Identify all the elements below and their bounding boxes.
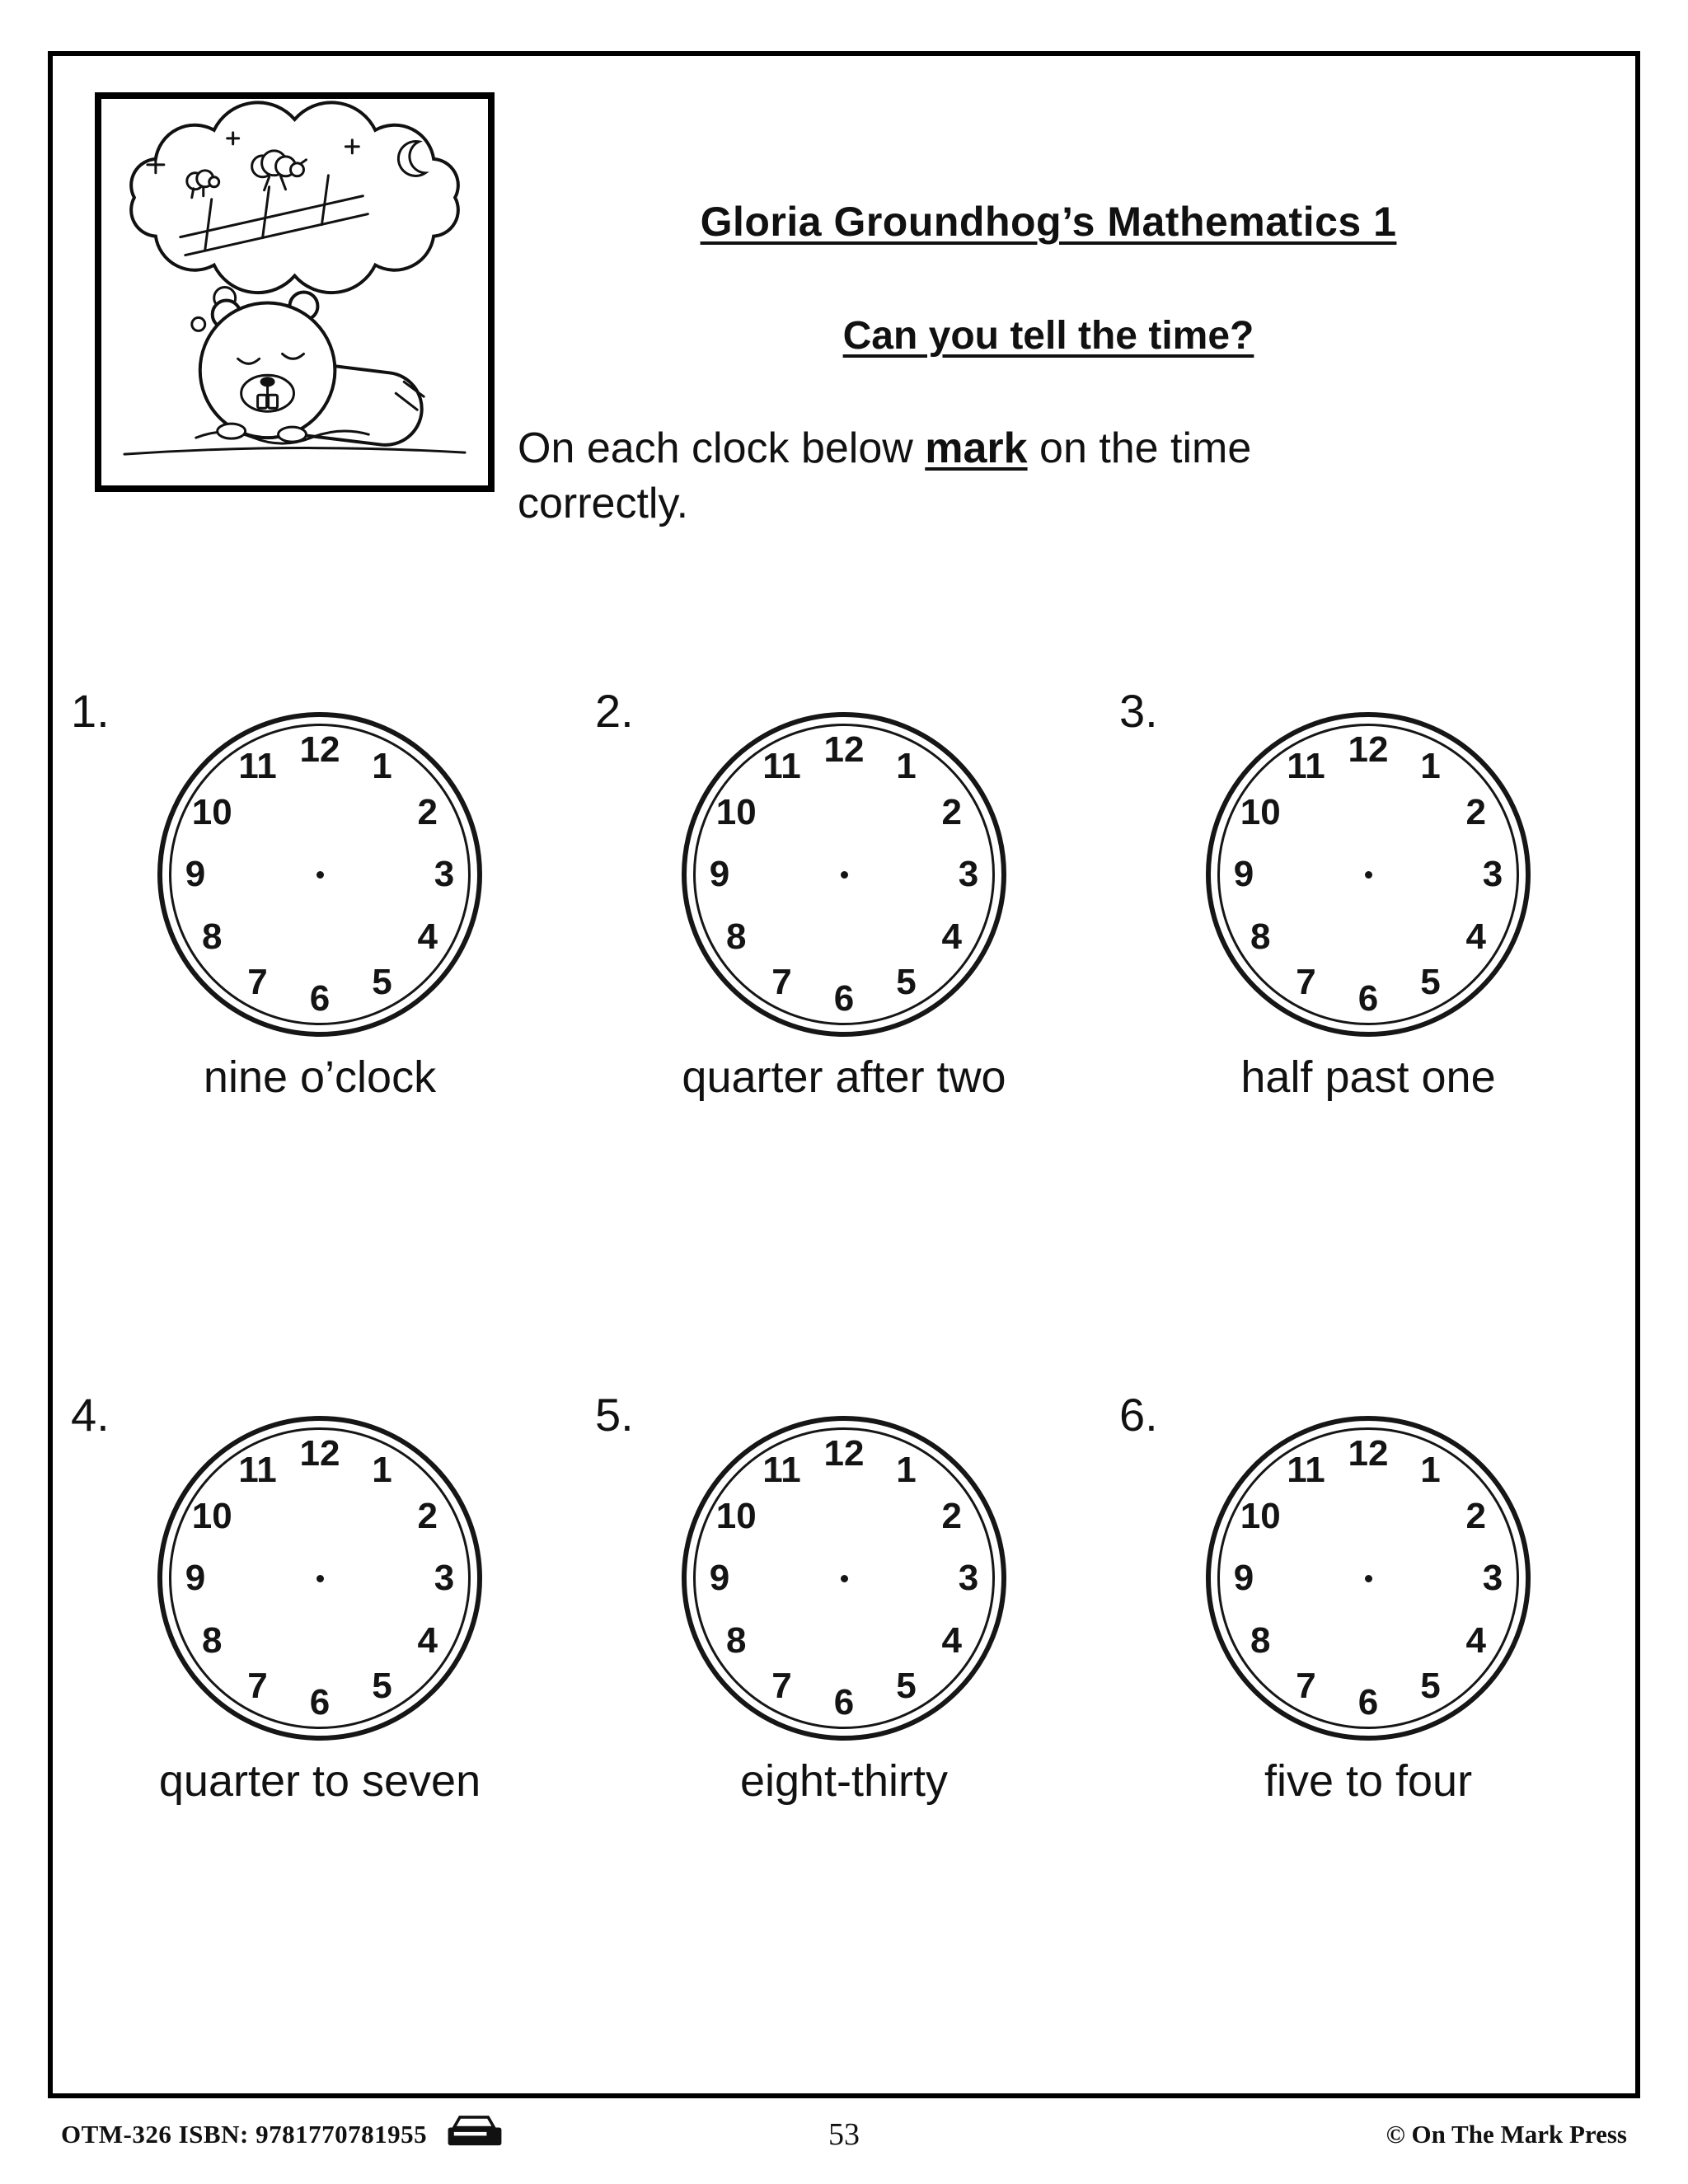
clock-center-dot [1365,871,1372,879]
clock-numeral-7: 7 [1296,1665,1316,1706]
clock-numeral-8: 8 [201,1619,223,1661]
clock-center-dot [316,871,324,879]
clock-cell-3 [1106,685,1630,1103]
clock-cell-6 [1106,1389,1630,1807]
clock-numeral-7: 7 [247,961,268,1002]
clock-numeral-10: 10 [715,1495,757,1536]
clock-numeral-7: 7 [771,961,792,1002]
clock-numeral-11: 11 [238,1450,277,1491]
clock-center-dot [841,1575,848,1582]
clock-face-2[interactable] [682,712,1006,1037]
clock-numeral-9: 9 [1233,1558,1254,1598]
clock-numeral-8: 8 [201,916,223,957]
clock-caption: half past one [1240,1052,1496,1102]
clock-numeral-8: 8 [725,916,747,957]
clock-numeral-9: 9 [1233,854,1254,894]
clock-numeral-12: 12 [823,729,865,770]
clock-numeral-5: 5 [896,961,917,1002]
clock-center-dot [1365,1575,1372,1582]
clock-center-dot [316,1575,324,1582]
clock-face-3[interactable] [1206,712,1531,1037]
instruction-suffix: on the time correctly. [518,424,1252,527]
clock-item-number: 4. [71,1389,110,1441]
clock-numeral-12: 12 [1348,1433,1389,1474]
clock-cell-1 [58,685,582,1103]
clock-numeral-12: 12 [823,1433,865,1474]
clock-caption: five to four [1264,1756,1473,1806]
clock-numeral-11: 11 [762,746,801,787]
clock-numeral-11: 11 [1287,1450,1325,1491]
footer-publisher-code [61,2112,504,2157]
clock-numeral-1: 1 [372,746,392,787]
clock-numeral-5: 5 [1420,961,1441,1002]
clock-numeral-11: 11 [238,746,277,787]
clock-numeral-1: 1 [372,1450,392,1491]
clock-numeral-3: 3 [958,854,979,894]
clock-numeral-4: 4 [1465,1619,1487,1661]
clock-numeral-8: 8 [725,1619,747,1661]
instruction-prefix: On each clock below [518,424,926,472]
clock-numeral-6: 6 [833,1682,855,1722]
clock-numeral-7: 7 [1296,961,1316,1002]
clock-caption: eight-thirty [739,1756,949,1806]
clock-face-6[interactable] [1206,1416,1531,1741]
clock-item-number: 1. [71,685,110,737]
clock-center-dot [841,871,848,879]
clock-item-number: 2. [595,685,634,737]
clock-cell-4 [58,1389,582,1807]
clock-numeral-11: 11 [762,1450,801,1491]
header [95,92,1629,531]
clock-numeral-7: 7 [771,1665,792,1706]
clock-cell-5 [582,1389,1106,1807]
clock-numeral-9: 9 [709,1558,730,1598]
clock-numeral-9: 9 [185,854,206,894]
clock-numeral-5: 5 [896,1665,917,1706]
clock-cell-2 [582,685,1106,1103]
clock-numeral-4: 4 [941,916,963,957]
clock-item-number: 5. [595,1389,634,1441]
clock-numeral-5: 5 [1420,1665,1441,1706]
clock-item-number: 3. [1119,685,1158,737]
clock-numeral-4: 4 [417,1619,438,1661]
clock-numeral-1: 1 [1420,1450,1441,1491]
clock-face-1[interactable] [157,712,482,1037]
groundhog-dream-drawing [101,99,488,485]
clock-numeral-3: 3 [1482,854,1503,894]
clock-numeral-2: 2 [1465,1495,1487,1536]
footer [61,2108,1627,2161]
clock-numeral-8: 8 [1250,1619,1271,1661]
clock-numeral-4: 4 [941,1619,963,1661]
printer-icon [445,2112,504,2157]
clock-numeral-6: 6 [1357,978,1379,1019]
clock-numeral-11: 11 [1287,746,1325,787]
clock-numeral-1: 1 [1420,746,1441,787]
clock-numeral-2: 2 [941,791,963,832]
clock-numeral-3: 3 [1482,1558,1503,1598]
clock-numeral-8: 8 [1250,916,1271,957]
clock-numeral-6: 6 [309,978,331,1019]
clock-numeral-2: 2 [1465,791,1487,832]
clock-row-2 [58,1389,1630,1807]
clock-numeral-1: 1 [896,1450,917,1491]
clock-numeral-10: 10 [191,791,232,832]
clock-numeral-10: 10 [1240,791,1281,832]
groundhog-illustration [95,92,495,492]
instruction-mark-word: mark [925,424,1028,472]
clock-item-number: 6. [1119,1389,1158,1441]
clock-numeral-3: 3 [434,854,455,894]
clock-numeral-7: 7 [247,1665,268,1706]
clock-numeral-9: 9 [709,854,730,894]
clock-numeral-10: 10 [191,1495,232,1536]
clock-numeral-6: 6 [1357,1682,1379,1722]
footer-page-number: 53 [828,2117,860,2152]
clock-numeral-2: 2 [417,791,438,832]
clock-numeral-3: 3 [958,1558,979,1598]
clock-numeral-2: 2 [417,1495,438,1536]
header-text-block [495,92,1629,531]
clock-numeral-3: 3 [434,1558,455,1598]
clock-numeral-6: 6 [309,1682,331,1722]
clock-numeral-12: 12 [299,1433,340,1474]
clock-numeral-6: 6 [833,978,855,1019]
clock-row-1 [58,685,1630,1103]
clock-numeral-12: 12 [1348,729,1389,770]
clock-numeral-1: 1 [896,746,917,787]
clock-numeral-10: 10 [1240,1495,1281,1536]
clock-numeral-2: 2 [941,1495,963,1536]
clock-numeral-10: 10 [715,791,757,832]
footer-left-text: OTM-326 ISBN: 9781770781955 [61,2120,428,2149]
clock-caption: quarter after two [682,1052,1006,1102]
clock-numeral-5: 5 [372,1665,392,1706]
clock-face-4[interactable] [157,1416,482,1741]
clock-caption: quarter to seven [158,1756,481,1806]
instruction [518,421,1408,531]
clock-numeral-9: 9 [185,1558,206,1598]
clock-numeral-4: 4 [1465,916,1487,957]
thought-cloud [131,102,458,293]
clock-numeral-5: 5 [372,961,392,1002]
clock-numeral-12: 12 [299,729,340,770]
footer-copyright: © On The Mark Press [1386,2120,1627,2149]
page-subtitle: Can you tell the time? [842,314,1254,358]
page-title: Gloria Groundhog’s Mathematics 1 [700,199,1397,245]
clock-numeral-4: 4 [417,916,438,957]
clock-face-5[interactable] [682,1416,1006,1741]
clock-caption: nine o’clock [203,1052,437,1102]
